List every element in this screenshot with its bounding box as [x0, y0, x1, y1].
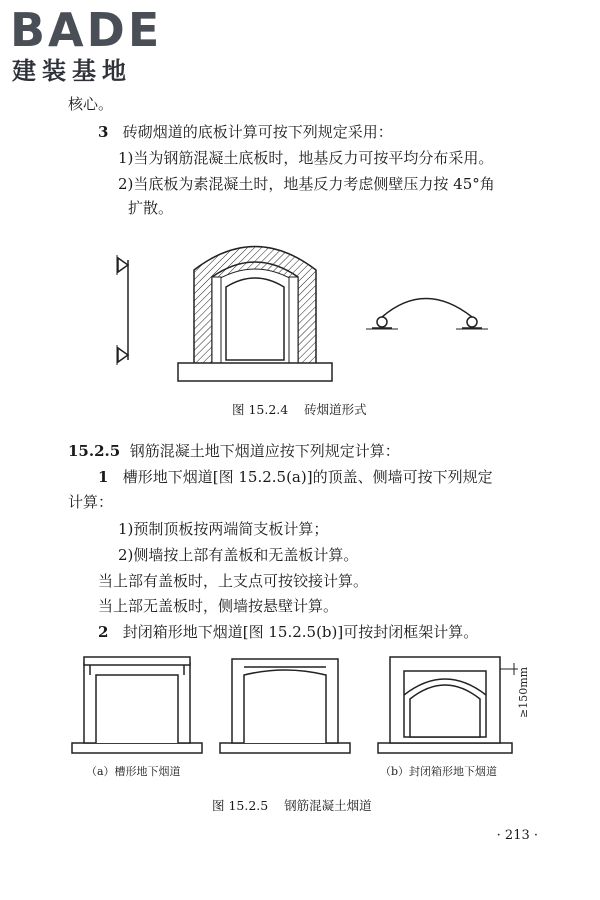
item-3-text: 砖砌烟道的底板计算可按下列规定采用： [122, 123, 393, 141]
item-1-number: 1 [98, 468, 109, 486]
logo-wordmark: BADE [10, 3, 163, 57]
bade-logo [10, 4, 180, 88]
subcaption-a: （a）槽形地下烟道 [86, 765, 181, 778]
paragraph-without-cover: 当上部无盖板时，侧墙按悬壁计算。 [98, 597, 339, 615]
item-3 [98, 122, 393, 142]
brick-flue-section [178, 247, 332, 382]
section-number: 15.2.5 [68, 442, 121, 460]
figure-15-2-4-caption [232, 402, 367, 418]
caption-title: 砖烟道形式 [304, 402, 367, 417]
figure-15-2-5-caption [212, 798, 372, 814]
item-2-number: 2 [98, 623, 109, 641]
page-number: · 213 · [496, 828, 538, 843]
paragraph-continuation: 核心。 [68, 95, 114, 113]
caption-number: 图 15.2.5 [212, 798, 269, 813]
item-1-line2: 计算： [68, 493, 114, 511]
item-1-2: 2)侧墙按上部有盖板和无盖板计算。 [118, 546, 359, 564]
caption-number: 图 15.2.4 [232, 402, 289, 417]
subcaption-b: （b）封闭箱形地下烟道 [380, 765, 498, 778]
closed-box-flue [378, 657, 518, 753]
item-1-1: 1)预制顶板按两端简支板计算； [118, 520, 329, 538]
min-thickness-label: ≥150mm [517, 666, 530, 718]
item-1-line1 [98, 467, 493, 487]
section-text: 钢筋混凝土地下烟道应按下列规定计算： [129, 442, 400, 460]
paragraph-with-cover: 当上部有盖板时，上支点可按铰接计算。 [98, 572, 369, 590]
figure-rc-flues [60, 655, 540, 765]
wall-support-diagram [117, 255, 128, 365]
trough-flue-open [220, 659, 350, 753]
item-3-2-line2: 扩散。 [128, 199, 174, 217]
item-2-text: 封闭箱形地下烟道[图 15.2.5(b)]可按封闭框架计算。 [122, 623, 479, 641]
item-3-number: 3 [98, 123, 109, 141]
section-15-2-5 [68, 441, 400, 461]
item-2 [98, 622, 478, 642]
caption-title: 钢筋混凝土烟道 [284, 798, 372, 813]
arch-support-diagram [366, 299, 488, 330]
logo-subtitle: 建装基地 [12, 57, 132, 85]
item-1-text: 槽形地下烟道[图 15.2.5(a)]的顶盖、侧墙可按下列规定 [122, 468, 493, 486]
figure-brick-flue [100, 225, 520, 395]
trough-flue-with-cover [72, 657, 202, 753]
item-3-1: 1)当为钢筋混凝土底板时，地基反力可按平均分布采用。 [118, 149, 494, 167]
item-3-2-line1: 2)当底板为素混凝土时，地基反力考虑侧壁压力按 45°角 [118, 175, 495, 193]
